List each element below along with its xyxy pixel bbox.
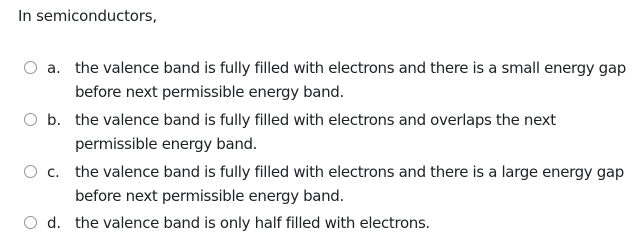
- answer-option-c[interactable]: [24, 160, 640, 208]
- option-text-b: the valence band is fully filled with electrons and overlaps the next permissible energy band.: [75, 111, 556, 153]
- option-text-c: the valence band is fully filled with electrons and there is a large energy gap before next permissible energy band.: [75, 163, 624, 205]
- option-letter-c: c.: [47, 163, 60, 181]
- option-letter-b: b.: [47, 111, 61, 129]
- answer-option-d[interactable]: [24, 211, 640, 235]
- option-text-d: the valence band is only half filled with electrons.: [75, 214, 430, 232]
- radio-button-b[interactable]: [24, 113, 37, 126]
- answer-option-b[interactable]: [24, 108, 640, 156]
- option-letter-d: d.: [47, 214, 61, 232]
- radio-button-d[interactable]: [24, 216, 37, 229]
- option-letter-a: a.: [47, 59, 61, 77]
- radio-button-a[interactable]: [24, 61, 37, 74]
- question-text: In semiconductors,: [18, 7, 157, 25]
- radio-button-c[interactable]: [24, 165, 37, 178]
- option-text-a: the valence band is fully filled with electrons and there is a small energy gap before next permissible energy band.: [75, 59, 626, 101]
- answer-option-a[interactable]: [24, 56, 640, 104]
